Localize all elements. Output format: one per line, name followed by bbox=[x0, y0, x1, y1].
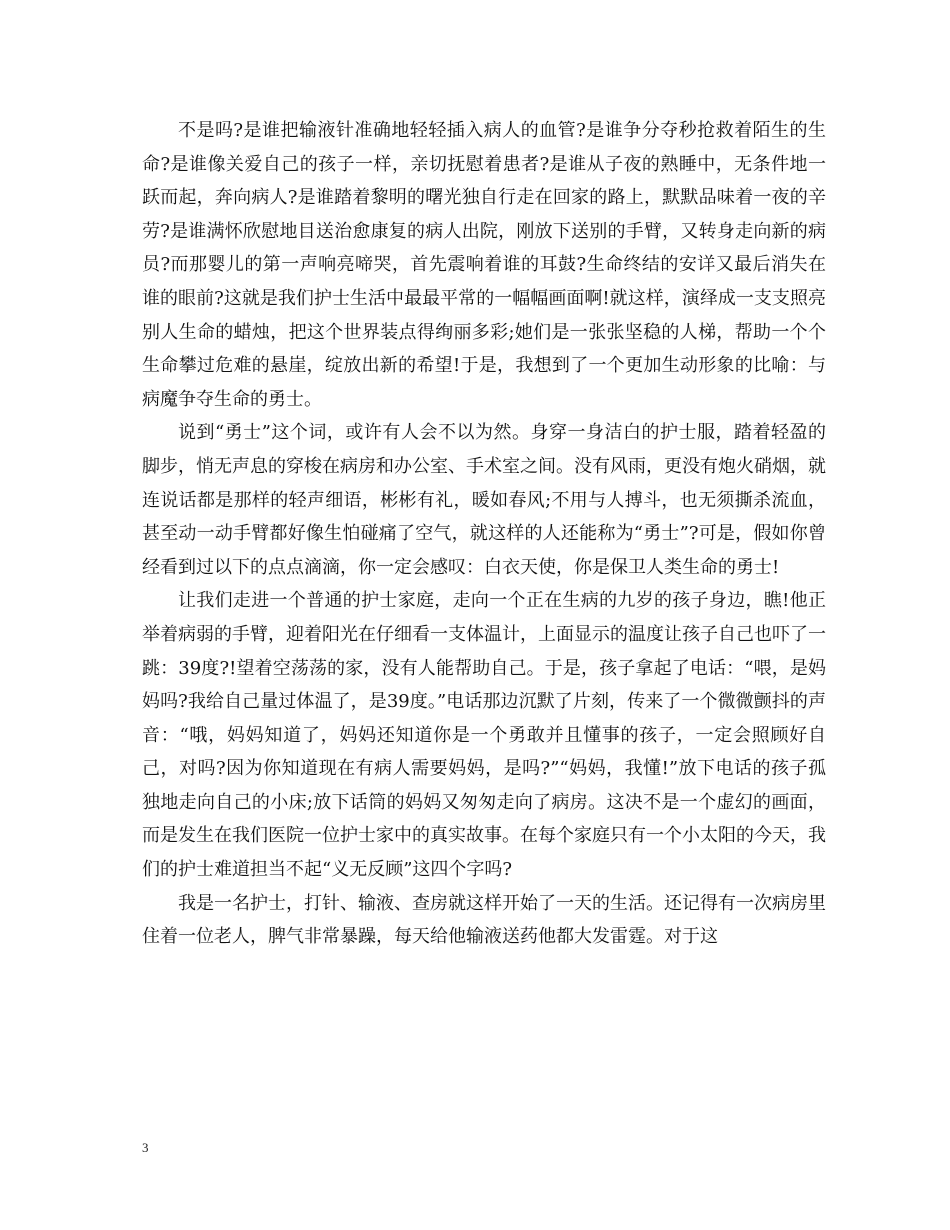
document-body bbox=[142, 114, 826, 954]
paragraph: 我是一名护士，打针、输液、查房就这样开始了一天的生活。还记得有一次病房里住着一位老人，脾气非常暴躁，每天给他输液送药他都大发雷霆。对于这 bbox=[142, 892, 826, 948]
paragraph: 不是吗?是谁把输液针准确地轻轻插入病人的血管?是谁争分夺秒抢救着陌生的生命?是谁像关爱自己的孩子一样，亲切抚慰着患者?是谁从子夜的熟睡中，无条件地一跃而起，奔向病人?是谁踏着黎明的曙光独自行走在回家的路上，默默品味着一夜的辛劳?是谁满怀欣慰地目送治愈康复的病人出院，刚放下送别的手臂，又转身走向新的病员?而那婴儿的第一声响亮啼哭，首先震响着谁的耳鼓?生命终结的安详又最后消失在谁的眼前?这就是我们护士生活中最最平常的一幅幅画面啊!就这样，演绎成一支支照亮别人生命的蜡烛，把这个世界装点得绚丽多彩;她们是一张张坚稳的人梯，帮助一个个生命攀过危难的悬崖，绽放出新的希望!于是，我想到了一个更加生动形象的比喻：与病魔争夺生命的勇士。 bbox=[142, 120, 826, 410]
paragraph: 说到“勇士”这个词，或许有人会不以为然。身穿一身洁白的护士服，踏着轻盈的脚步，悄无声息的穿梭在病房和办公室、手术室之间。没有风雨，更没有炮火硝烟，就连说话都是那样的轻声细语，彬彬有礼，暖如春风;不用与人搏斗，也无须撕杀流血，甚至动一动手臂都好像生怕碰痛了空气，就这样的人还能称为“勇士”?可是，假如你曾经看到过以下的点点滴滴，你一定会感叹：白衣天使，你是保卫人类生命的勇士! bbox=[142, 422, 826, 578]
page-number: 3 bbox=[142, 1140, 149, 1155]
paragraph: 让我们走进一个普通的护士家庭，走向一个正在生病的九岁的孩子身边，瞧!他正举着病弱的手臂，迎着阳光在仔细看一支体温计，上面显示的温度让孩子自己也吓了一跳：39度?!望着空荡荡的家，没有人能帮助自己。于是，孩子拿起了电话：“喂，是妈妈吗?我给自己量过体温了，是39度。”电话那边沉默了片刻，传来了一个微微颤抖的声音：“哦，妈妈知道了，妈妈还知道你是一个勇敢并且懂事的孩子，一定会照顾好自己，对吗?因为你知道现在有病人需要妈妈，是吗?”“妈妈，我懂!”放下电话的孩子孤独地走向自己的小床;放下话筒的妈妈又匆匆走向了病房。这决不是一个虚幻的画面，而是发生在我们医院一位护士家中的真实故事。在每个家庭只有一个小太阳的今天，我们的护士难道担当不起“义无反顾”这四个字吗? bbox=[142, 590, 826, 881]
